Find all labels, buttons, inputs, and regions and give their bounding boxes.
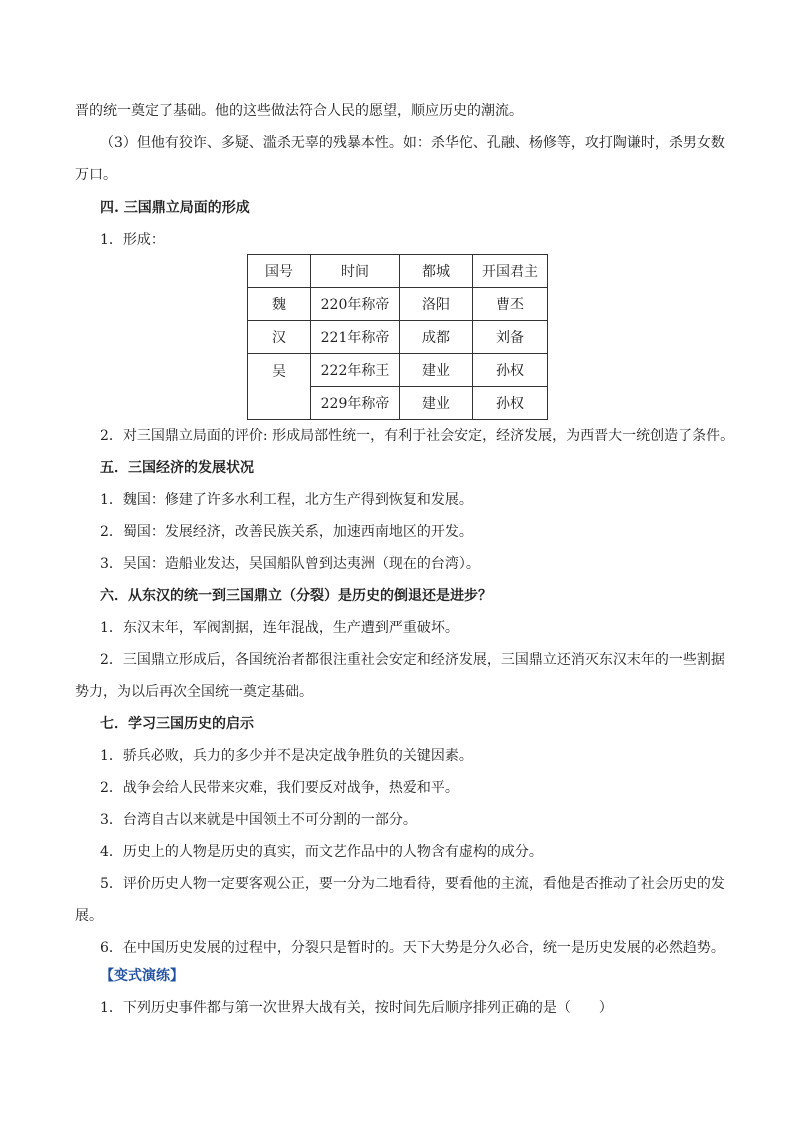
table-cell: 220年称帝 (311, 288, 400, 321)
paragraph-line: 5．评价历史人物一定要客观公正，要一分为二地看待，要看他的主流，看他是否推动了社会历史的发 (100, 876, 725, 892)
table-cell: 成都 (400, 321, 473, 354)
question-line: 1．下列历史事件都与第一次世界大战有关，按时间先后顺序排列正确的是（ ） (100, 1000, 613, 1016)
paragraph-line: 3．台湾自古以来就是中国领土不可分割的一部分。 (100, 812, 417, 828)
table-cell: 魏 (248, 288, 311, 321)
table-cell: 229年称帝 (311, 387, 400, 420)
section-heading-4: 四. 三国鼎立局面的形成 (100, 200, 250, 216)
three-kingdoms-table (247, 254, 548, 420)
table-cell: 刘备 (473, 321, 548, 354)
section-heading-5: 五．三国经济的发展状况 (100, 460, 254, 476)
paragraph-line: 晋的统一奠定了基础。他的这些做法符合人民的愿望，顺应历史的潮流。 (75, 103, 523, 119)
table-row (248, 354, 548, 387)
table-cell: 汉 (248, 321, 311, 354)
paragraph-line: 2．对三国鼎立局面的评价: 形成局部性统一，有利于社会安定，经济发展，为西晋大一统创造了条件。 (100, 428, 735, 444)
table-row (248, 321, 548, 354)
table-header-row (248, 255, 548, 288)
paragraph-line: 2．三国鼎立形成后，各国统治者都很注重社会安定和经济发展，三国鼎立还消灭东汉末年的一些割据 (100, 652, 725, 668)
paragraph-line: 2．蜀国：发展经济，改善民族关系，加速西南地区的开发。 (100, 524, 473, 540)
paragraph-line: 万口。 (75, 167, 117, 183)
table-header-cell: 时间 (311, 255, 400, 288)
table-cell: 222年称王 (311, 354, 400, 387)
paragraph-line: 1．形成： (100, 232, 165, 248)
paragraph-line: 3．吴国：造船业发达，吴国船队曾到达夷洲（现在的台湾）。 (100, 556, 480, 572)
table-cell: 吴 (248, 354, 311, 420)
table-cell: 孙权 (473, 354, 548, 387)
paragraph-line: 展。 (75, 908, 103, 924)
practice-heading: 【变式演练】 (100, 968, 184, 984)
paragraph-line: 势力，为以后再次全国统一奠定基础。 (75, 684, 313, 700)
table-row (248, 288, 548, 321)
paragraph-line: 2．战争会给人民带来灾难，我们要反对战争，热爱和平。 (100, 780, 459, 796)
table-header-cell: 开国君主 (473, 255, 548, 288)
paragraph-line: 6．在中国历史发展的过程中，分裂只是暂时的。天下大势是分久必合，统一是历史发展的必然趋势。 (100, 940, 725, 956)
paragraph-line: 1．骄兵必败，兵力的多少并不是决定战争胜负的关键因素。 (100, 748, 473, 764)
table-header-cell: 国号 (248, 255, 311, 288)
paragraph-line: 4．历史上的人物是历史的真实，而文艺作品中的人物含有虚构的成分。 (100, 844, 543, 860)
table-cell: 建业 (400, 387, 473, 420)
paragraph-line: （3）但他有狡诈、多疑、滥杀无辜的残暴本性。如：杀华佗、孔融、杨修等，攻打陶谦时，杀男女数 (100, 135, 725, 151)
paragraph-line: 1．魏国：修建了许多水利工程，北方生产得到恢复和发展。 (100, 492, 473, 508)
table-cell: 洛阳 (400, 288, 473, 321)
section-heading-6: 六．从东汉的统一到三国鼎立（分裂）是历史的倒退还是进步？ (100, 588, 492, 604)
table-cell: 曹丕 (473, 288, 548, 321)
section-heading-7: 七．学习三国历史的启示 (100, 716, 254, 732)
table-cell: 221年称帝 (311, 321, 400, 354)
paragraph-line: 1．东汉末年，军阀割据，连年混战，生产遭到严重破坏。 (100, 620, 459, 636)
table-header-cell: 都城 (400, 255, 473, 288)
table-cell: 建业 (400, 354, 473, 387)
table-cell: 孙权 (473, 387, 548, 420)
